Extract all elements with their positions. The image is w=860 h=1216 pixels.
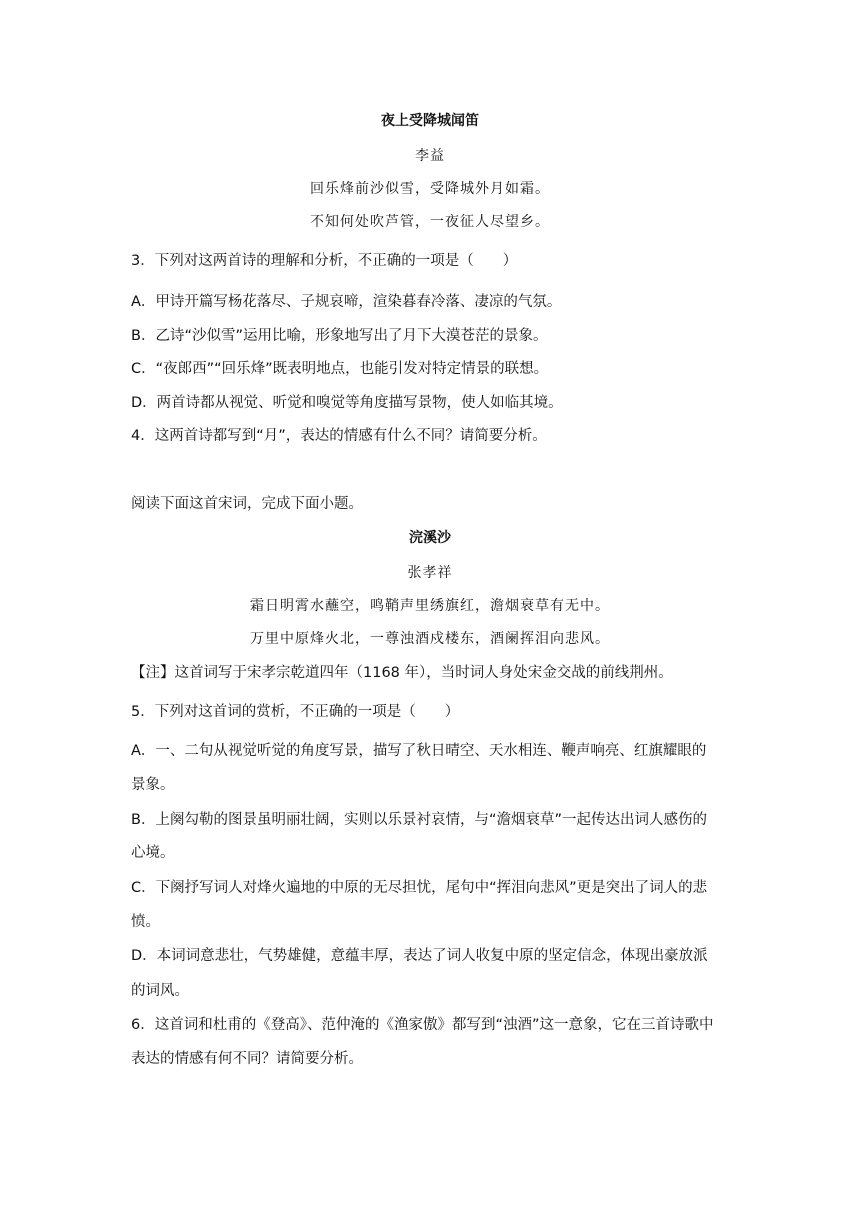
question-4: 4．这两首诗都写到“月”，表达的情感有什么不同？请简要分析。 (131, 428, 547, 444)
question-5-option-b: B．上阕勾勒的图景虽明丽壮阔，实则以乐景衬哀情，与“澹烟衰草”一起传达出词人感伤的 (131, 812, 707, 828)
poem2-line-2: 万里中原烽火北，一尊浊酒戍楼东，酒阑挥泪向悲风。 (250, 631, 610, 647)
question-5-option-a: A．一、二句从视觉听觉的角度写景，描写了秋日晴空、天水相连、鞭声响亮、红旗耀眼的 (131, 743, 707, 759)
poem1-line-1: 回乐烽前沙似雪，受降城外月如霜。 (310, 181, 550, 197)
poem1-title: 夜上受降城闻笛 (381, 113, 479, 129)
poem1-line-2: 不知何处吹芦管，一夜征人尽望乡。 (310, 214, 550, 230)
section-intro: 阅读下面这首宋词，完成下面小题。 (131, 496, 363, 512)
question-3-option-b: B．乙诗“沙似雪”运用比喻，形象地写出了月下大漠苍茫的景象。 (131, 328, 548, 344)
question-5-option-d: D．本词词意悲壮，气势雄健，意蕴丰厚，表达了词人收复中原的坚定信念，体现出豪放派 (131, 948, 708, 964)
question-5-option-b-cont: 心境。 (131, 845, 175, 861)
annotation-note: 【注】这首词写于宋孝宗乾道四年（1168 年），当时词人身处宋金交战的前线荆州。 (131, 665, 673, 681)
question-3-stem: 3．下列对这两首诗的理解和分析，不正确的一项是（ ） (131, 253, 518, 269)
question-5-stem: 5．下列对这首词的赏析，不正确的一项是（ ） (131, 704, 460, 720)
question-6: 6．这首词和杜甫的《登高》、范仲淹的《渔家傲》都写到“浊酒”这一意象，它在三首诗歌中 (131, 1017, 714, 1033)
question-3-option-c: C．“夜郎西”“回乐烽”既表明地点，也能引发对特定情景的联想。 (131, 361, 549, 377)
question-5-option-d-cont: 的词风。 (131, 983, 189, 999)
poem2-title: 浣溪沙 (409, 530, 451, 546)
poem2-line-1: 霜日明霄水蘸空，鸣鞘声里绣旗红，澹烟衰草有无中。 (250, 598, 610, 614)
poem2-author: 张孝祥 (407, 565, 453, 581)
question-5-option-a-cont: 景象。 (131, 777, 175, 793)
question-5-option-c: C．下阕抒写词人对烽火遍地的中原的无尽担忧，尾句中“挥泪向悲风”更是突出了词人的悲 (131, 880, 708, 896)
question-6-cont: 表达的情感有何不同？请简要分析。 (131, 1051, 363, 1067)
question-5-option-c-cont: 愤。 (131, 914, 160, 930)
question-3-option-a: A．甲诗开篇写杨花落尽、子规哀啼，渲染暮春冷落、凄凉的气氛。 (131, 294, 562, 310)
question-3-option-d: D．两首诗都从视觉、听觉和嗅觉等角度描写景物，使人如临其境。 (131, 395, 563, 411)
poem1-author: 李益 (415, 148, 445, 164)
